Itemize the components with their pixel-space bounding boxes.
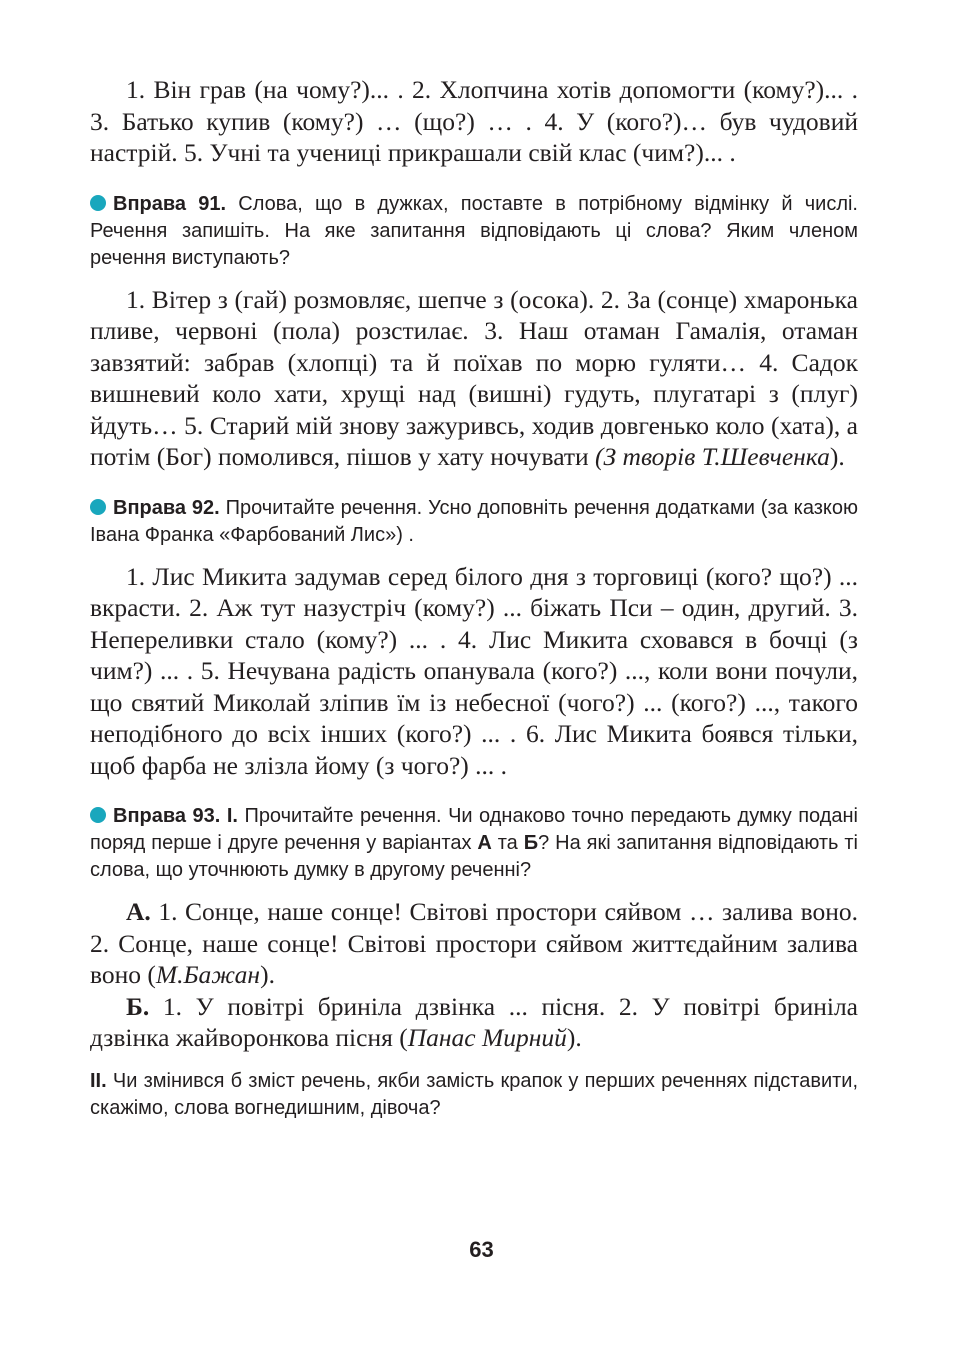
exercise-91-source-end: ).: [829, 442, 845, 471]
variant-b-sentences: [90, 991, 858, 1054]
variant-a-end: ).: [260, 960, 275, 989]
variant-b-letter: Б: [523, 832, 539, 854]
exercise-93-part-2-text: Чи змінився б зміст речень, якби замість крапок у перших реченнях підставити, скажімо, слова вогнедишним, дівоча?: [90, 1069, 859, 1119]
exercise-93-task: [90, 803, 858, 884]
variant-a-letter: А: [477, 832, 492, 854]
variant-a-sentences: [90, 896, 858, 991]
variant-a-author: М.Бажан: [155, 960, 261, 989]
exercise-91-task: [90, 191, 858, 272]
exercise-93-text-a: Прочитайте речення. Чи однаково точно передають думку подані поряд перше і друге речення у варіантах: [90, 805, 859, 854]
exercise-91-label: Вправа 91.: [113, 192, 227, 215]
exercise-90-sentences: 1. Він грав (на чому?)... . 2. Хлопчина хотів допомогти (кому?)... . 3. Батько купив (кому?) … (що?) … . 4. У (кого?)… був чудовий настрій. 5. Учні та учениці прикрашали свій клас (чим?)... .: [90, 75, 858, 167]
exercise-91-text-body: 1. Вітер з (гай) розмовляє, шепче з (осока). 2. За (сонце) хмаронька пливе, червоні (пола) розстилає. 3. Наш отаман Гамалія, отаман завзятий: забрав (хлопці) та й поїхав по морю гуляти… 4. Садок вишневий коло хати, хрущі над (вишні) гудуть, плугатарі з (плуг) йдуть… 5. Старий мій знову зажуривсь, ходив довгенько коло (хата), а потім (Бог) помолився, пішов у хату ночувати: [90, 284, 858, 471]
variant-b-end: ).: [566, 1023, 582, 1052]
variant-a-label: А.: [126, 897, 151, 926]
variant-b-text: 1. У повітрі бриніла дзвінка ... пісня. 2. У повітрі бриніла дзвінка жайворонкова пісня (: [90, 991, 858, 1052]
page-body: [90, 74, 858, 1122]
variant-b-author: Панас Мирний: [407, 1023, 567, 1052]
exercise-92-label: Вправа 92.: [113, 496, 220, 519]
exercise-93-part-1: І.: [226, 805, 238, 827]
exercise-91-text: Слова, що в дужках, поставте в потрібному відмінку й числі. Речення запишіть. На яке запитання відповідають ці слова? Яким членом речення виступають?: [90, 192, 858, 269]
exercise-91-sentences: [90, 284, 858, 473]
exercise-92-task: [90, 495, 858, 549]
bullet-dot-icon: [90, 195, 106, 211]
exercise-92-sentences: 1. Лис Микита задумав серед білого дня з торговиці (кого? що?) ... вкрасти. 2. Аж тут назустріч (кому?) ... біжать Пси – один, другий. 3. Непереливки стало (кому?) ... . 4. Лис Микита сховався в бочці (з чим?) ... . 5. Нечувана радість опанувала (кого?) ..., коли вони почули, що святий Миколай зліпив їм із небесної (чого?) ... (кого?) ..., такого неподібного до всіх інших (кого?) ... . 6. Лис Микита боявся тільки, щоб фарба не злізла йому (з чого?) ... .: [90, 561, 858, 780]
bullet-dot-icon: [90, 499, 106, 515]
exercise-93-conj: та: [497, 832, 518, 854]
bullet-dot-icon: [90, 807, 106, 823]
exercise-93-text-b: ? На які запитання відповідають ті слова, що уточнюють думку в другому реченні?: [90, 832, 858, 881]
variant-b-label: Б.: [126, 991, 150, 1021]
variant-a-text: 1. Сонце, наше сонце! Світові простори сяйвом … залива воно. 2. Сонце, наше сонце! Світові простори сяйвом життєдайним залива воно (: [90, 897, 858, 989]
exercise-93-part-2: [90, 1068, 858, 1122]
exercise-92-text: Прочитайте речення. Усно доповніть речення додатками (за казкою Івана Франка «Фарбований Лис») .: [90, 496, 858, 546]
exercise-93-label: Вправа 93.: [113, 805, 221, 827]
page-number: 63: [469, 1237, 494, 1262]
exercise-91-source: (З творів Т.Шевченка: [595, 442, 830, 471]
exercise-93-part-2-label: ІІ.: [90, 1069, 107, 1092]
